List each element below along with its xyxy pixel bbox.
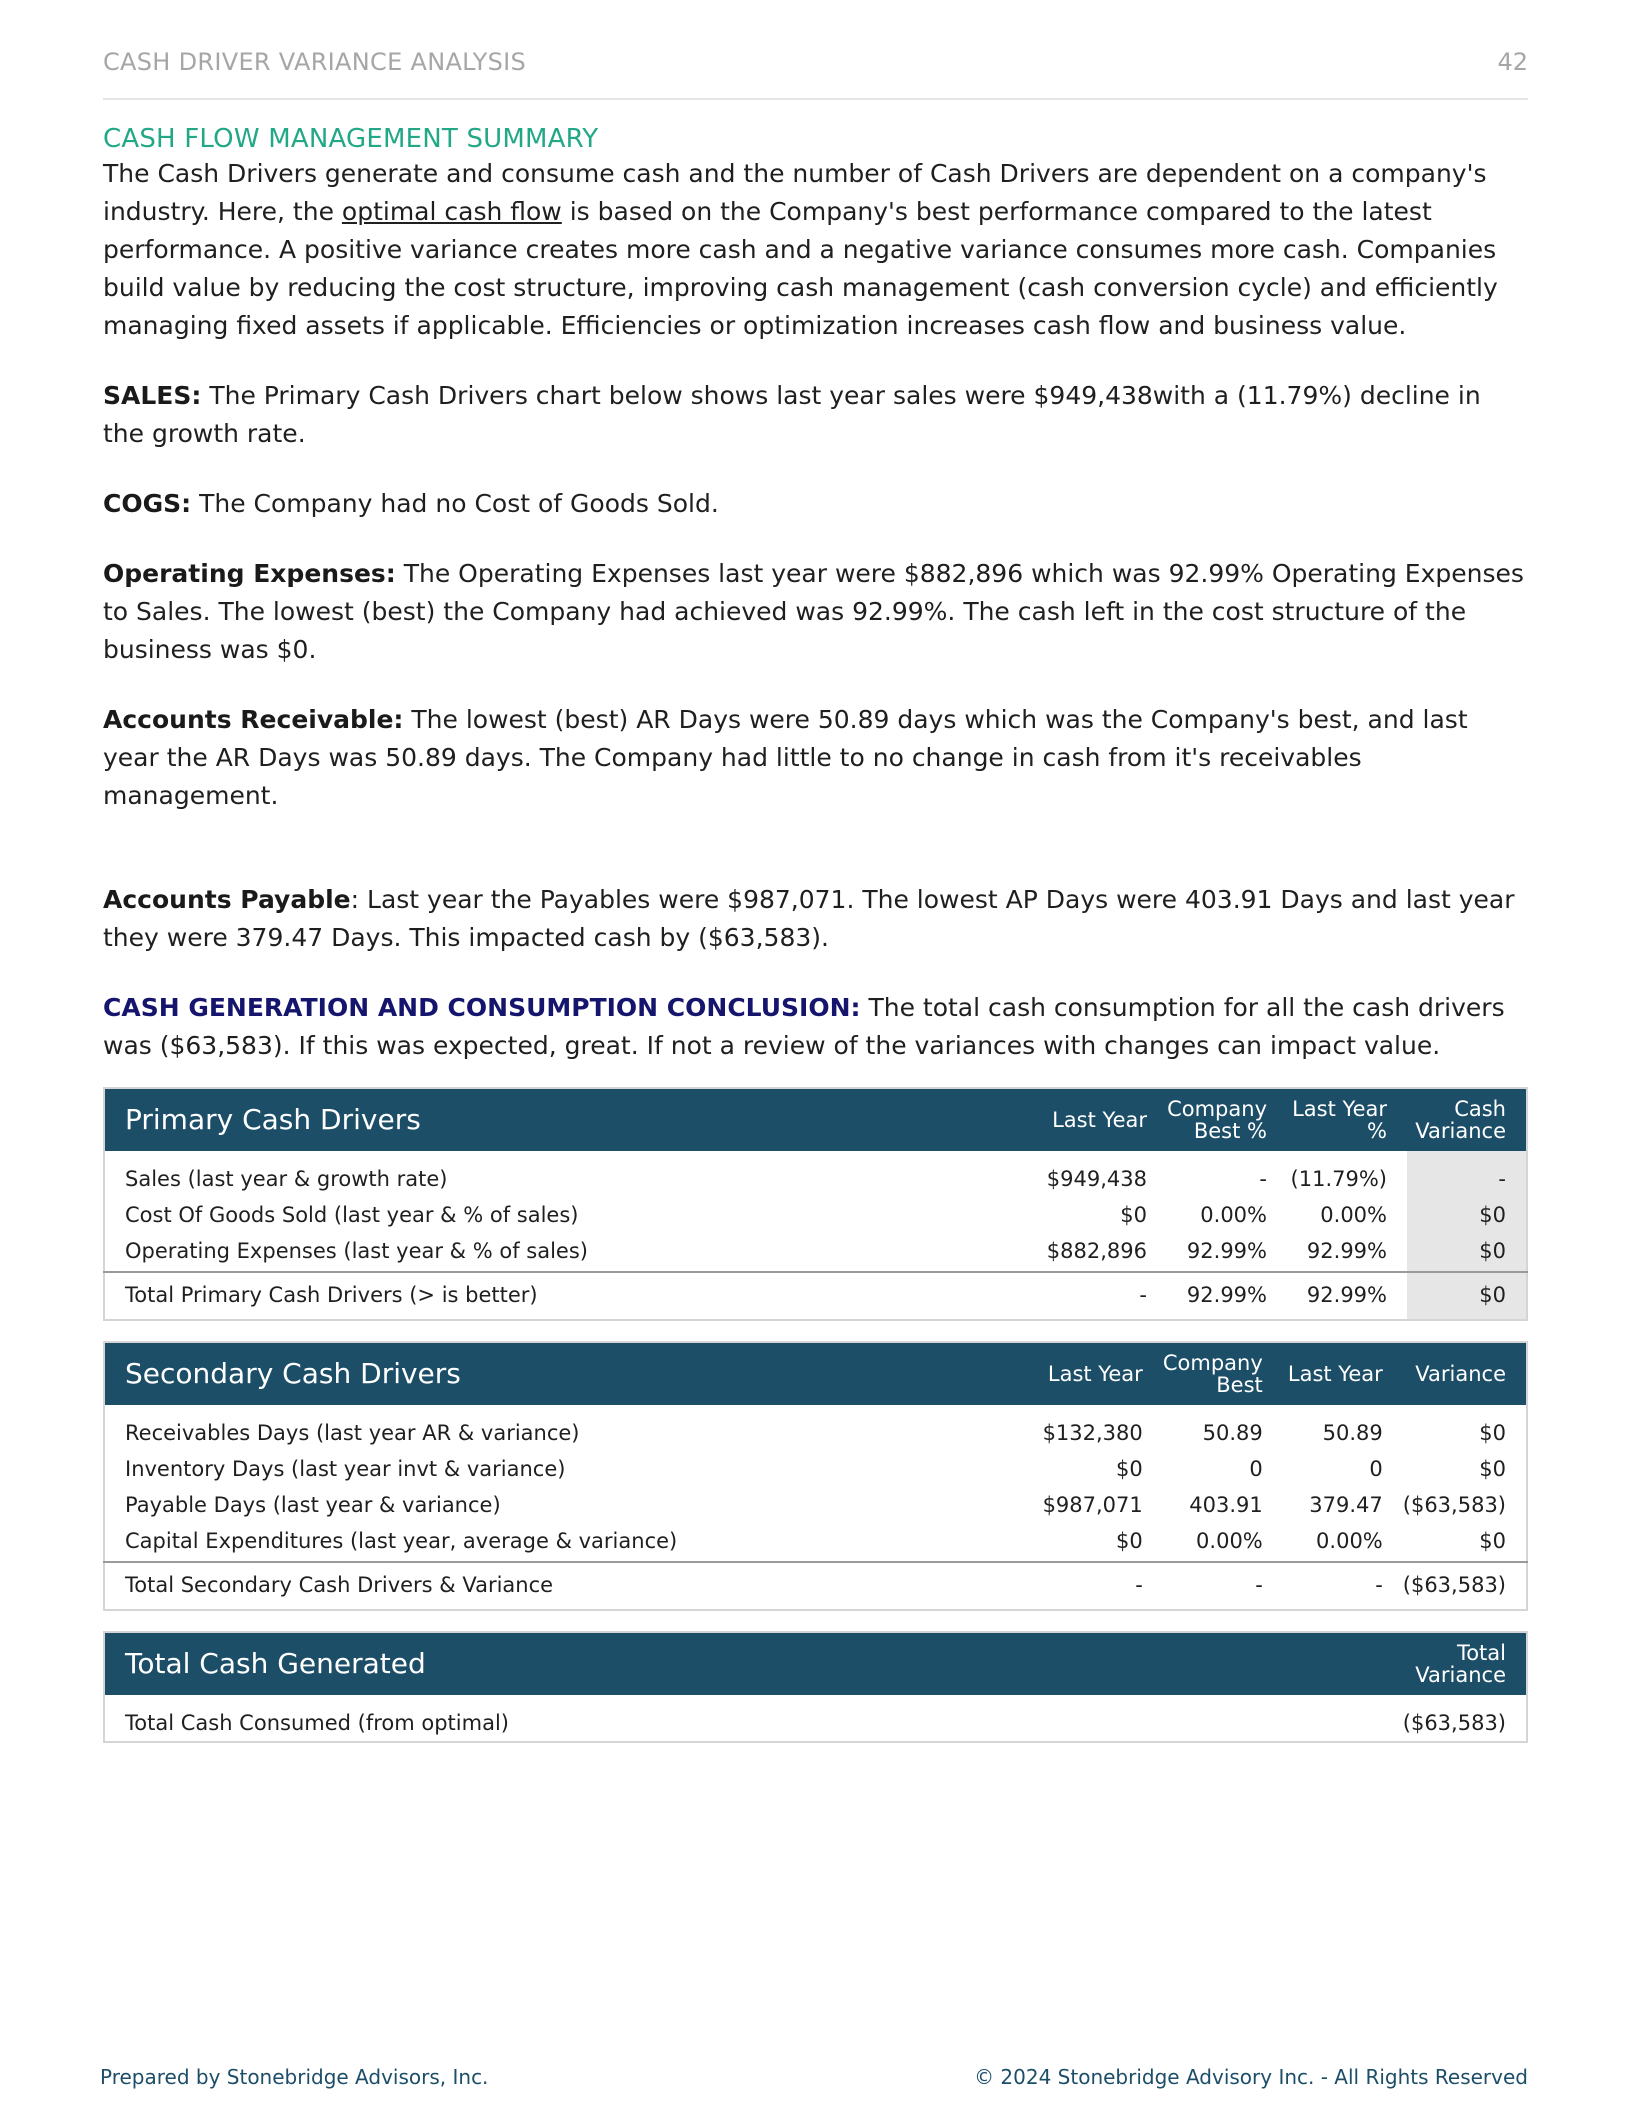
- ar-text: The lowest (best) AR Days were 50.89 days which was the Company's best, and last year the AR Days was 50.89 days. The Company had little to no change in cash from it's receivables management.: [103, 705, 1468, 810]
- footer-prepared-by: Prepared by Stonebridge Advisors, Inc.: [100, 2065, 489, 2089]
- secondary-col-header: Last Year: [1043, 1342, 1163, 1405]
- secondary-header-row: [104, 1342, 1527, 1405]
- cogs-label: COGS:: [103, 489, 192, 518]
- summary-heading: CASH FLOW MANAGEMENT SUMMARY: [103, 124, 599, 154]
- opex-label: Operating Expenses:: [103, 559, 396, 588]
- cell-value: 0: [1249, 1457, 1263, 1481]
- primary-col-header: Cash Variance: [1407, 1088, 1527, 1151]
- ar-paragraph: [103, 701, 1528, 815]
- secondary-table-title: Secondary Cash Drivers: [104, 1342, 1043, 1405]
- row-label: Operating Expenses (last year & % of sales): [125, 1239, 588, 1263]
- cell-value: 403.91: [1189, 1493, 1263, 1517]
- row-label: Total Secondary Cash Drivers & Variance: [104, 1562, 1043, 1610]
- header-title: CASH DRIVER VARIANCE ANALYSIS: [103, 48, 527, 76]
- cell-value: 50.89: [1322, 1421, 1383, 1445]
- cell-value: 92.99%: [1167, 1272, 1287, 1320]
- secondary-col-header: Company Best: [1163, 1342, 1283, 1405]
- total-cash-col-header: [1403, 1632, 1527, 1695]
- primary-col-header: Last Year: [1047, 1088, 1167, 1151]
- row-label: Payable Days (last year & variance): [125, 1493, 501, 1517]
- sales-text: The Primary Cash Drivers chart below shows last year sales were $949,438with a (11.79%) decline in the growth rate.: [103, 381, 1481, 448]
- total-cash-header-row: [104, 1632, 1527, 1695]
- cell-value: ($63,583): [1402, 1711, 1506, 1735]
- primary-col-header: Company Best %: [1167, 1088, 1287, 1151]
- total-cash-table-title: Total Cash Generated: [104, 1632, 1403, 1695]
- cogs-paragraph: [103, 485, 1528, 523]
- cell-value: 0: [1369, 1457, 1383, 1481]
- cell-value: 50.89: [1202, 1421, 1263, 1445]
- cell-value: $0: [1407, 1272, 1527, 1320]
- table-row: [104, 1487, 1527, 1523]
- cell-value: 92.99%: [1306, 1239, 1387, 1263]
- intro-text-post: is based on the Company's best performance compared to the latest performance. A positive variance creates more cash and a negative variance consumes more cash. Companies build value by reducing the cost structure, improving cash management (cash conversion cycle) and efficiently managing fixed assets if applicable. Efficiencies or optimization increases cash flow and business value.: [103, 197, 1498, 340]
- optimal-cash-flow-link[interactable]: optimal cash flow: [341, 197, 562, 226]
- report-content: [103, 124, 1528, 1743]
- total-row: [104, 1272, 1527, 1320]
- cell-value: $0: [1116, 1529, 1143, 1553]
- row-label: Capital Expenditures (last year, average & variance): [125, 1529, 678, 1553]
- cell-value: ($63,583): [1403, 1562, 1527, 1610]
- cell-value: -: [1407, 1151, 1527, 1197]
- cell-value: $0: [1120, 1203, 1147, 1227]
- cell-value: $987,071: [1042, 1493, 1143, 1517]
- table-row: [104, 1695, 1527, 1742]
- cell-value: $0: [1479, 1457, 1506, 1481]
- sales-paragraph: [103, 377, 1528, 453]
- cell-value: -: [1259, 1167, 1267, 1191]
- cell-value: $0: [1479, 1529, 1506, 1553]
- conclusion-paragraph: [103, 989, 1528, 1065]
- table-row: [104, 1523, 1527, 1562]
- cell-value: $0: [1479, 1421, 1506, 1445]
- intro-text-pre: The Cash Drivers generate and consume cash and the number of Cash Drivers are dependent on a company's industry. Here, the: [103, 159, 1487, 226]
- page-number: 42: [1497, 48, 1528, 76]
- secondary-col-header: Last Year: [1283, 1342, 1403, 1405]
- cell-value: $0: [1407, 1233, 1527, 1272]
- cell-value: -: [1043, 1562, 1163, 1610]
- cell-value: (11.79%): [1290, 1167, 1387, 1191]
- total-cash-generated-table: [103, 1631, 1528, 1743]
- footer-copyright: © 2024 Stonebridge Advisory Inc. - All Rights Reserved: [974, 2065, 1528, 2089]
- cell-value: $0: [1407, 1197, 1527, 1233]
- cell-value: -: [1283, 1562, 1403, 1610]
- cell-value: -: [1163, 1562, 1283, 1610]
- row-label: Cost Of Goods Sold (last year & % of sales): [125, 1203, 579, 1227]
- primary-table-title: Primary Cash Drivers: [104, 1088, 1047, 1151]
- table-row: [104, 1405, 1527, 1451]
- secondary-cash-drivers-table: [103, 1341, 1528, 1611]
- table-row: [104, 1233, 1527, 1272]
- conclusion-text: The total cash consumption for all the cash drivers was ($63,583). If this was expected, great. If not a review of the variances with changes can impact value.: [103, 993, 1505, 1060]
- cell-value: $882,896: [1046, 1239, 1147, 1263]
- total-variance-header: Total Variance: [1415, 1641, 1506, 1687]
- total-row: [104, 1562, 1527, 1610]
- primary-cash-drivers-table: [103, 1087, 1528, 1321]
- cell-value: $0: [1116, 1457, 1143, 1481]
- row-label: Total Primary Cash Drivers (> is better): [104, 1272, 1047, 1320]
- cell-value: $132,380: [1042, 1421, 1143, 1445]
- table-row: [104, 1151, 1527, 1197]
- cell-value: ($63,583): [1402, 1493, 1506, 1517]
- cell-value: 92.99%: [1186, 1239, 1267, 1263]
- conclusion-label: CASH GENERATION AND CONSUMPTION CONCLUSION:: [103, 993, 861, 1022]
- cell-value: 0.00%: [1316, 1529, 1383, 1553]
- page-header: [103, 46, 1528, 100]
- primary-header-row: [104, 1088, 1527, 1151]
- sales-label: SALES:: [103, 381, 202, 410]
- row-label: Sales (last year & growth rate): [125, 1167, 448, 1191]
- row-label: Inventory Days (last year invt & variance): [125, 1457, 566, 1481]
- table-row: [104, 1451, 1527, 1487]
- row-label: Receivables Days (last year AR & variance): [125, 1421, 580, 1445]
- row-label: Total Cash Consumed (from optimal): [125, 1711, 509, 1735]
- cell-value: 92.99%: [1287, 1272, 1407, 1320]
- ap-paragraph: [103, 881, 1528, 957]
- table-row: [104, 1197, 1527, 1233]
- ar-label: Accounts Receivable:: [103, 705, 404, 734]
- cell-value: 0.00%: [1196, 1529, 1263, 1553]
- cell-value: -: [1047, 1272, 1167, 1320]
- primary-col-header: Last Year %: [1287, 1088, 1407, 1151]
- cell-value: $949,438: [1046, 1167, 1147, 1191]
- cell-value: 0.00%: [1320, 1203, 1387, 1227]
- intro-paragraph: [103, 155, 1528, 345]
- opex-text: The Operating Expenses last year were $882,896 which was 92.99% Operating Expenses to Sales. The lowest (best) the Company had achieved was 92.99%. The cash left in the cost structure of the business was $0.: [103, 559, 1524, 664]
- secondary-col-header: Variance: [1403, 1342, 1527, 1405]
- cell-value: 379.47: [1309, 1493, 1383, 1517]
- cell-value: 0.00%: [1200, 1203, 1267, 1227]
- opex-paragraph: [103, 555, 1528, 669]
- ap-label: Accounts Payable: [103, 885, 351, 914]
- cogs-text: The Company had no Cost of Goods Sold.: [191, 489, 719, 518]
- ap-text: : Last year the Payables were $987,071. The lowest AP Days were 403.91 Days and last year they were 379.47 Days. This impacted cash by ($63,583).: [103, 885, 1515, 952]
